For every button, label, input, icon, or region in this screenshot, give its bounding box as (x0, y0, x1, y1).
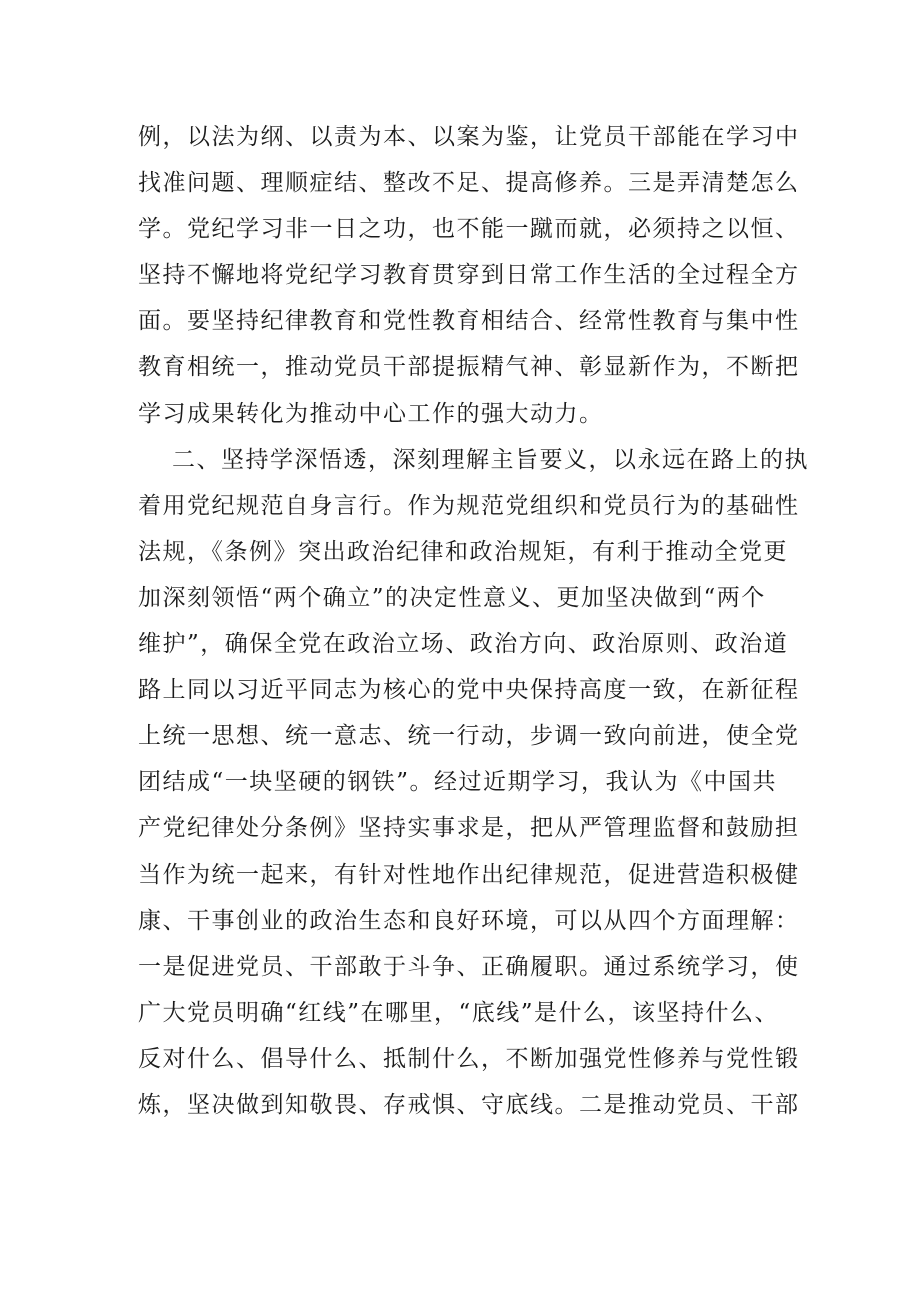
text-line: 一是促进党员、干部敢于斗争、正确履职。通过系统学习，使 (138, 953, 800, 980)
text-line: 例，以法为纲、以责为本、以案为鉴，让党员干部能在学习中 (138, 124, 800, 150)
text-line: 路上同以习近平同志为核心的党中央保持高度一致，在新征程 (138, 677, 800, 704)
section-heading-line: 二、坚持学深悟透，深刻理解主旨要义，以永远在路上的执 (172, 446, 809, 473)
text-line: 着用党纪规范自身言行。作为规范党组织和党员行为的基础性 (138, 492, 800, 519)
text-line: 面。要坚持纪律教育和党性教育相结合、经常性教育与集中性 (138, 308, 800, 335)
text-line: 学。党纪学习非一日之功，也不能一蹴而就，必须持之以恒、 (138, 216, 800, 243)
text-line: 产党纪律处分条例》坚持实事求是，把从严管理监督和鼓励担 (138, 815, 800, 842)
text-line: 学习成果转化为推动中心工作的强大动力。 (138, 400, 604, 427)
text-line: 广大党员明确“红线”在哪里，“底线”是什么，该坚持什么、 (138, 999, 780, 1026)
text-line: 维护”，确保全党在政治立场、政治方向、政治原则、政治道 (138, 631, 789, 658)
text-line: 炼，坚决做到知敬畏、存戒惧、守底线。二是推动党员、干部 (138, 1091, 800, 1118)
text-line: 上统一思想、统一意志、统一行动，步调一致向前进，使全党 (138, 723, 800, 750)
text-line: 当作为统一起来，有针对性地作出纪律规范，促进营造积极健 (138, 861, 800, 888)
text-line: 团结成“一块坚硬的钢铁”。经过近期学习，我认为《中国共 (138, 769, 778, 796)
body-text (138, 114, 809, 1128)
text-line: 法规，《条例》突出政治纪律和政治规矩，有利于推动全党更 (138, 538, 788, 565)
text-line: 康、干事创业的政治生态和良好环境，可以从四个方面理解： (138, 907, 800, 934)
text-line: 坚持不懈地将党纪学习教育贯穿到日常工作生活的全过程全方 (138, 262, 800, 289)
text-line: 反对什么、倡导什么、抵制什么，不断加强党性修养与党性锻 (138, 1045, 800, 1072)
text-line: 找准问题、理顺症结、整改不足、提高修养。三是弄清楚怎么 (138, 170, 800, 197)
text-line: 教育相统一，推动党员干部提振精气神、彰显新作为，不断把 (138, 354, 800, 381)
text-line: 加深刻领悟“两个确立”的决定性意义、更加坚决做到“两个 (138, 584, 766, 611)
